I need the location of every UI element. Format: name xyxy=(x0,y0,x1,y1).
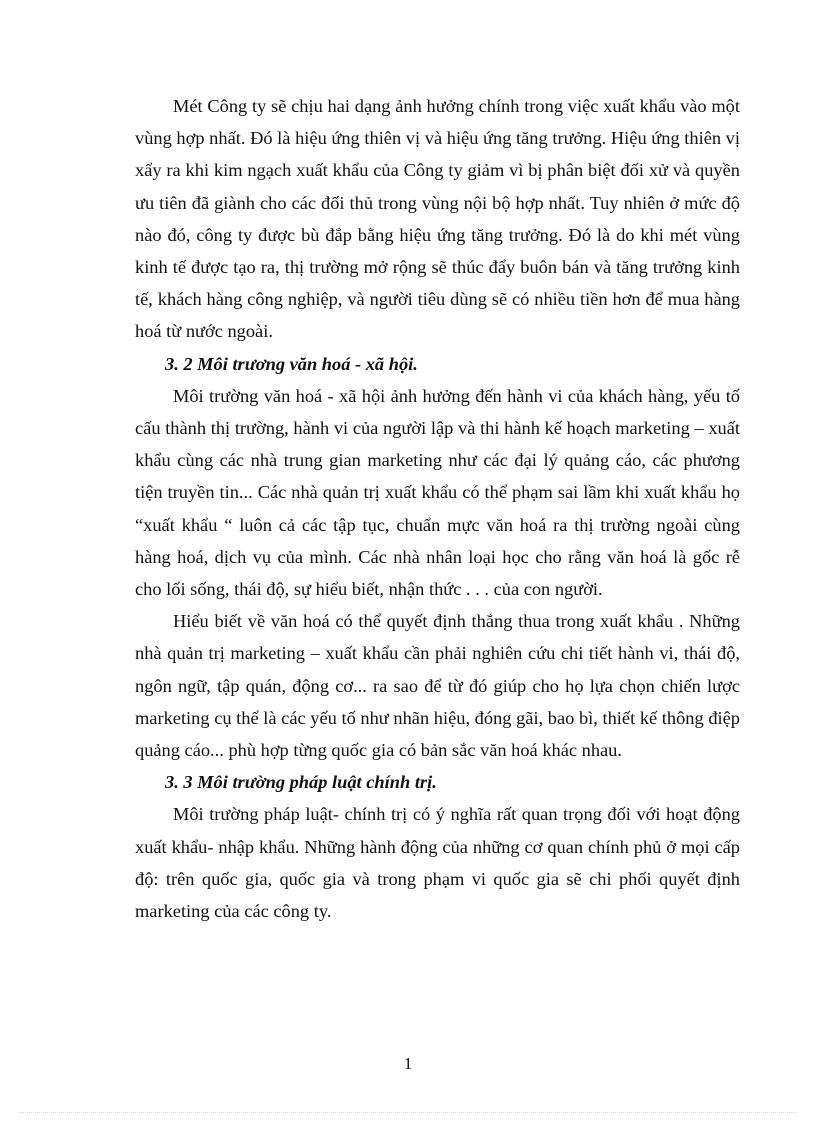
paragraph-legal-political: Môi trường pháp luật- chính trị có ý nghĩa rất quan trọng đối với hoạt động xuất khẩu- nhập khẩu. Những hành động của những cơ quan chính phủ ở mọi cấp độ: trên quốc gia, quốc gia và trong phạm vi quốc gia sẽ chi phối quyết định marketing của các công ty. xyxy=(135,804,740,922)
paragraph-cultural-understanding: Hiểu biết về văn hoá có thể quyết định thắng thua trong xuất khẩu . Những nhà quản trị marketing – xuất khẩu cần phải nghiên cứu chi tiết hành vi, thái độ, ngôn ngữ, tập quán, động cơ... ra sao để từ đó giúp cho họ lựa chọn chiến lược marketing cụ thể là các yếu tố như nhãn hiệu, đóng gãi, bao bì, thiết kế thông điệp quảng cáo... phù hợp từng quốc gia có bản sắc văn hoá khác nhau. xyxy=(135,611,740,761)
page-body xyxy=(135,90,740,927)
section-heading-legal-political: 3. 3 Môi trường pháp luật chính trị. xyxy=(165,772,437,793)
page-bottom-divider xyxy=(20,1112,796,1113)
section-heading-cultural-environment: 3. 2 Môi trương văn hoá - xã hội. xyxy=(165,353,418,374)
page-number: 1 xyxy=(403,1054,413,1073)
paragraph-integration-effects: Mét Công ty sẽ chịu hai dạng ảnh hưởng chính trong việc xuất khẩu vào một vùng hợp nhất. Đó là hiệu ứng thiên vị và hiệu ứng tăng trưởng. Hiệu ứng thiên vị xẩy ra khi kim ngạch xuất khẩu của Công ty giảm vì bị phân biệt đối xử và quyền ưu tiên đã giành cho các đối thủ trong vùng nội bộ hợp nhất. Tuy nhiên ở mức độ nào đó, công ty được bù đắp bằng hiệu ứng tăng trưởng. Đó là do khi mét vùng kinh tế được tạo ra, thị trường mở rộng sẽ thúc đẩy buôn bán và tăng trưởng kinh tế, khách hàng công nghiệp, và người tiêu dùng sẽ có nhiều tiền hơn để mua hàng hoá từ nước ngoài. xyxy=(135,96,740,342)
paragraph-cultural-environment: Môi trường văn hoá - xã hội ảnh hưởng đến hành vi của khách hàng, yếu tố cấu thành thị trường, hành vi của người lập và thi hành kế hoạch marketing – xuất khẩu cùng các nhà trung gian marketing như các đại lý quảng cáo, các phương tiện truyền tin... Các nhà quản trị xuất khẩu có thể phạm sai lầm khi xuất khẩu họ “xuất khẩu “ luôn cả các tập tục, chuẩn mực văn hoá ra thị trường ngoài cùng hàng hoá, dịch vụ của mình. Các nhà nhân loại học cho rằng văn hoá là gốc rễ cho lối sống, thái độ, sự hiểu biết, nhận thức . . . của con người. xyxy=(135,385,740,600)
